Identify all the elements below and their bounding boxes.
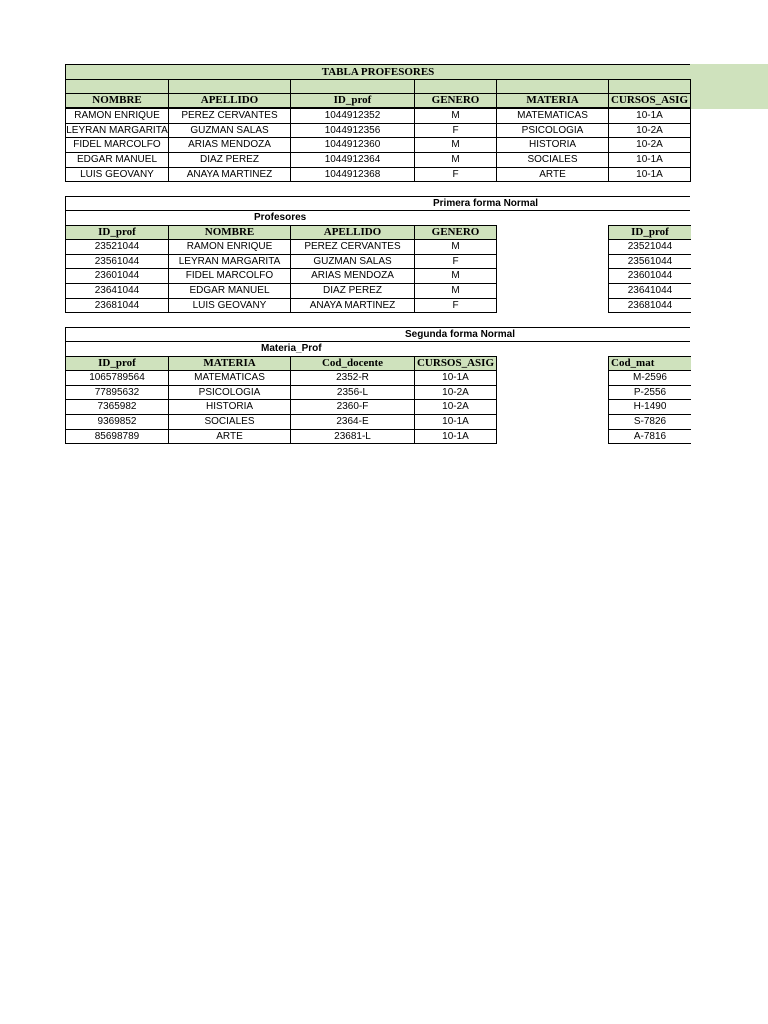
column-header: APELLIDO [290,225,415,240]
table-cell: 85698789 [65,429,169,445]
table-cell: GUZMAN SALAS [168,123,291,139]
column-header: MATERIA [168,356,291,371]
table-cell: 23681-L [290,429,415,445]
table-cell: 2352-R [290,370,415,386]
side-table-cell: 23601044 [608,268,691,284]
table-cell: 10-2A [414,399,497,415]
column-header: NOMBRE [65,93,169,108]
materia-prof-subtitle: Materia_Prof [261,343,322,354]
table-cell: SOCIALES [168,414,291,430]
table-cell: M [414,283,497,299]
tabla-profesores-title: TABLA PROFESORES [321,66,435,78]
table-cell: M [414,268,497,284]
table-cell: ARIAS MENDOZA [290,268,415,284]
table-cell: GUZMAN SALAS [290,254,415,270]
side-table-cell: 23641044 [608,283,691,299]
table-cell: 2364-E [290,414,415,430]
table-cell: 10-1A [608,108,691,124]
table-cell: DIAZ PEREZ [168,152,291,168]
side-table-cell: 23561044 [608,254,691,270]
table-cell: ANAYA MARTINEZ [290,298,415,314]
table-cell: 23641044 [65,283,169,299]
primera-forma-title-bar [65,196,690,211]
table-cell: M [414,152,497,168]
table-cell: PSICOLOGIA [496,123,609,139]
side-column-header: Cod_mat [608,356,691,371]
table-cell: 10-1A [608,167,691,183]
side-table-cell: 23521044 [608,239,691,255]
column-header: Cod_docente [290,356,415,371]
column-header: GENERO [414,93,497,108]
table-cell: SOCIALES [496,152,609,168]
table-cell: 9369852 [65,414,169,430]
table-cell: 23601044 [65,268,169,284]
blank-cell [65,79,169,94]
table-cell: 23561044 [65,254,169,270]
table-cell: LUIS GEOVANY [168,298,291,314]
table-cell: PEREZ CERVANTES [168,108,291,124]
table-cell: RAMON ENRIQUE [168,239,291,255]
table-cell: 1044912356 [290,123,415,139]
column-header: ID_prof [290,93,415,108]
table-cell: 10-1A [414,429,497,445]
profesores-subtitle-row [65,210,495,225]
table-cell: F [414,123,497,139]
table-cell: PSICOLOGIA [168,385,291,401]
table-cell: 1065789564 [65,370,169,386]
column-header: NOMBRE [168,225,291,240]
table-cell: 1044912368 [290,167,415,183]
table-cell: EDGAR MANUEL [168,283,291,299]
table-cell: FIDEL MARCOLFO [168,268,291,284]
table-cell: MATEMATICAS [496,108,609,124]
column-header: MATERIA [496,93,609,108]
side-table-cell: P-2556 [608,385,691,401]
side-column-header: ID_prof [608,225,691,240]
table-cell: PEREZ CERVANTES [290,239,415,255]
table-cell: 1044912352 [290,108,415,124]
blank-cell [168,79,291,94]
column-header: APELLIDO [168,93,291,108]
table-cell: 7365982 [65,399,169,415]
side-table-cell: M-2596 [608,370,691,386]
table-cell: M [414,239,497,255]
table-cell: 10-2A [608,137,691,153]
table-cell: 1044912364 [290,152,415,168]
table-cell: ANAYA MARTINEZ [168,167,291,183]
column-header: ID_prof [65,356,169,371]
table-cell: 10-1A [608,152,691,168]
profesores-subtitle: Profesores [254,212,307,223]
side-table-cell: S-7826 [608,414,691,430]
blank-cell [496,79,609,94]
table-cell: 1044912360 [290,137,415,153]
table-cell: F [414,167,497,183]
table-cell: HISTORIA [496,137,609,153]
table-cell: 23681044 [65,298,169,314]
side-table-cell: A-7816 [608,429,691,445]
column-header: GENERO [414,225,497,240]
table-cell: 10-1A [414,370,497,386]
table-cell: ARTE [168,429,291,445]
table-cell: RAMON ENRIQUE [65,108,169,124]
table-cell: DIAZ PEREZ [290,283,415,299]
table-cell: 10-1A [414,414,497,430]
table-cell: EDGAR MANUEL [65,152,169,168]
blank-cell [290,79,415,94]
table-cell: MATEMATICAS [168,370,291,386]
table-cell: M [414,137,497,153]
blank-cell [414,79,497,94]
side-table-cell: 23681044 [608,298,691,314]
table-cell: F [414,254,497,270]
table-cell: FIDEL MARCOLFO [65,137,169,153]
column-header: CURSOS_ASIG [414,356,497,371]
table-cell: 10-2A [608,123,691,139]
table-cell: 23521044 [65,239,169,255]
table-cell: F [414,298,497,314]
table-cell: 77895632 [65,385,169,401]
table-cell: LUIS GEOVANY [65,167,169,183]
table-cell: HISTORIA [168,399,291,415]
table-cell: ARTE [496,167,609,183]
table-cell: ARIAS MENDOZA [168,137,291,153]
primera-forma-title: Primera forma Normal [433,198,539,209]
table-cell: 2356-L [290,385,415,401]
green-corner-cell [690,64,768,109]
segunda-forma-title-bar [65,327,690,342]
column-header: ID_prof [65,225,169,240]
table-cell: 2360-F [290,399,415,415]
materia-prof-subtitle-row [65,341,495,356]
table-cell: M [414,108,497,124]
column-header: CURSOS_ASIG [608,93,691,108]
blank-cell [608,79,691,94]
tabla-profesores-title-bar [65,64,690,80]
segunda-forma-title: Segunda forma Normal [405,329,516,340]
table-cell: LEYRAN MARGARITA [65,123,169,139]
side-table-cell: H-1490 [608,399,691,415]
table-cell: 10-2A [414,385,497,401]
table-cell: LEYRAN MARGARITA [168,254,291,270]
